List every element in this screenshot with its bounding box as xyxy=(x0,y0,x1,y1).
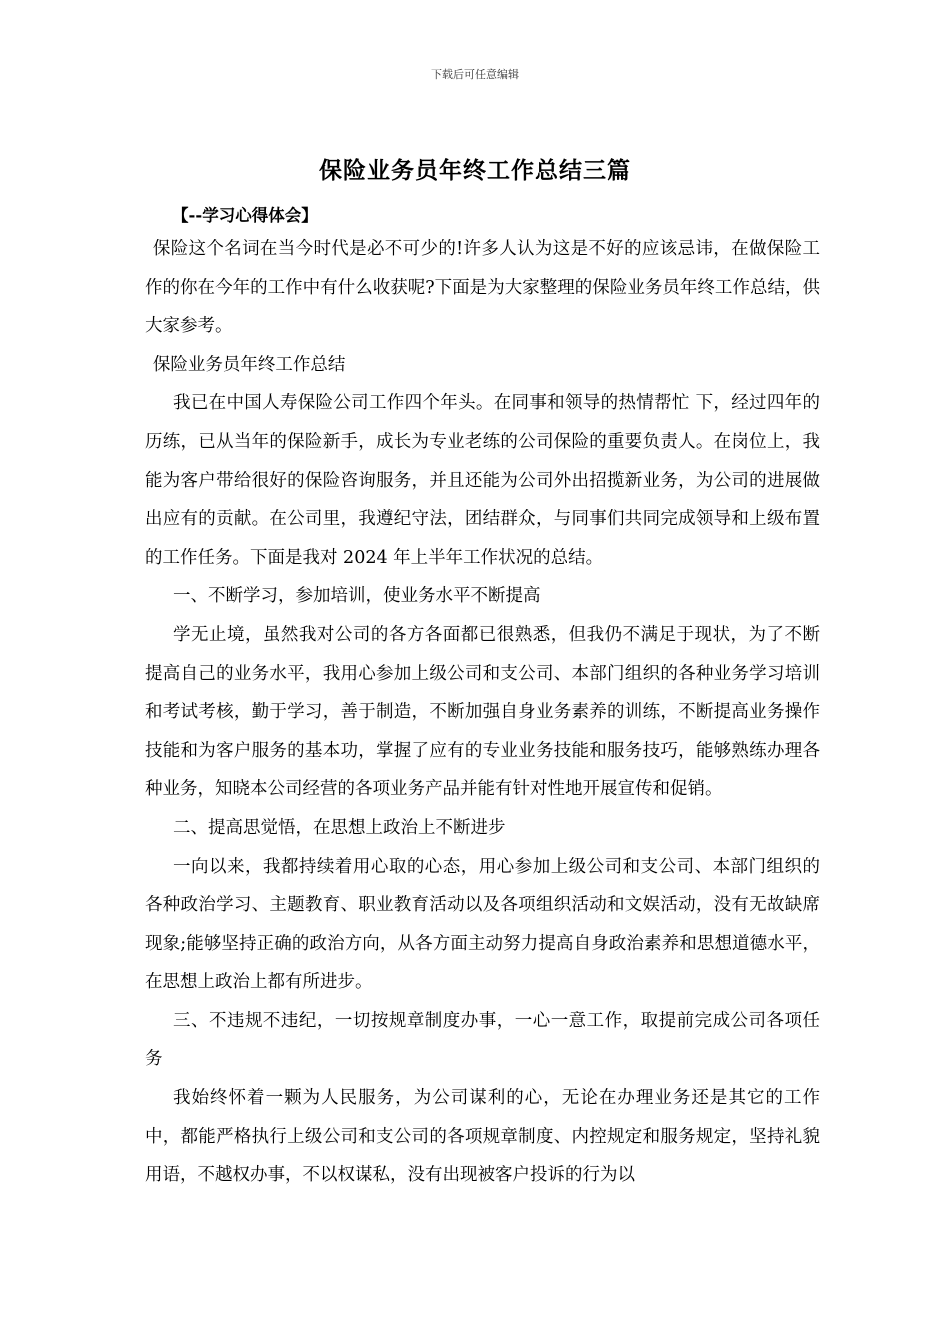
subheading-3: 三、不违规不违纪，一切按规章制度办事，一心一意工作，取提前完成公司各项任务 xyxy=(145,1010,820,1070)
body-paragraph: 学无止境，虽然我对公司的各方各面都已很熟悉，但我仍不满足于现状，为了不断提高自己的业务水平，我用心参加上级公司和支公司、本部门组织的各种业务学习培训和考试考核，勤于学习，善于制造，不断加强自身业务素养的训练，不断提高业务操作技能和为客户服务的基本功，掌握了应有的专业业务技能和服务技巧，能够熟练办理各种业务，知晓本公司经营的各项业务产品并能有针对性地开展宣传和促销。 xyxy=(145,624,820,800)
body-paragraph: 一向以来，我都持续着用心取的心态，用心参加上级公司和支公司、本部门组织的各种政治学习、主题教育、职业教育活动以及各项组织活动和文娱活动，没有无故缺席现象;能够坚持正确的政治方向，从各方面主动努力提高自身政治素养和思想道德水平，在思想上政治上都有所进步。 xyxy=(145,856,820,993)
header-note: 下载后可任意编辑 xyxy=(431,68,519,81)
intro-paragraph: 保险这个名词在当今时代是必不可少的!许多人认为这是不好的应该忌讳，在做保险工作的你在今年的工作中有什么收获呢?下面是为大家整理的保险业务员年终工作总结，供大家参考。 xyxy=(145,239,820,337)
category-tag: 【--学习心得体会】 xyxy=(172,206,318,225)
subheading-1: 一、不断学习，参加培训，使业务水平不断提高 xyxy=(173,586,541,607)
body-paragraph: 我已在中国人寿保险公司工作四个年头。在同事和领导的热情帮忙 下，经过四年的历练，已从当年的保险新手，成长为专业老练的公司保险的重要负责人。在岗位上，我能为客户带给很好的保险咨询服务，并且还能为公司外出招揽新业务，为公司的进展做出应有的贡献。在公司里，我遵纪守法，团结群众，与同事们共同完成领导和上级布置的工作任务。下面是我对 2024 年上半年工作状况的总结。 xyxy=(145,393,820,568)
document-body xyxy=(145,230,820,1195)
subheading-2: 二、提高思觉悟，在思想上政治上不断进步 xyxy=(173,817,506,838)
body-paragraph: 我始终怀着一颗为人民服务，为公司谋利的心，无论在办理业务还是其它的工作中，都能严格执行上级公司和支公司的各项规章制度、内控规定和服务规定，坚持礼貌用语，不越权办事，不以权谋私，没有出现被客户投诉的行为以 xyxy=(145,1088,820,1186)
section-heading: 保险业务员年终工作总结 xyxy=(152,354,346,375)
page-title: 保险业务员年终工作总结三篇 xyxy=(319,157,631,184)
